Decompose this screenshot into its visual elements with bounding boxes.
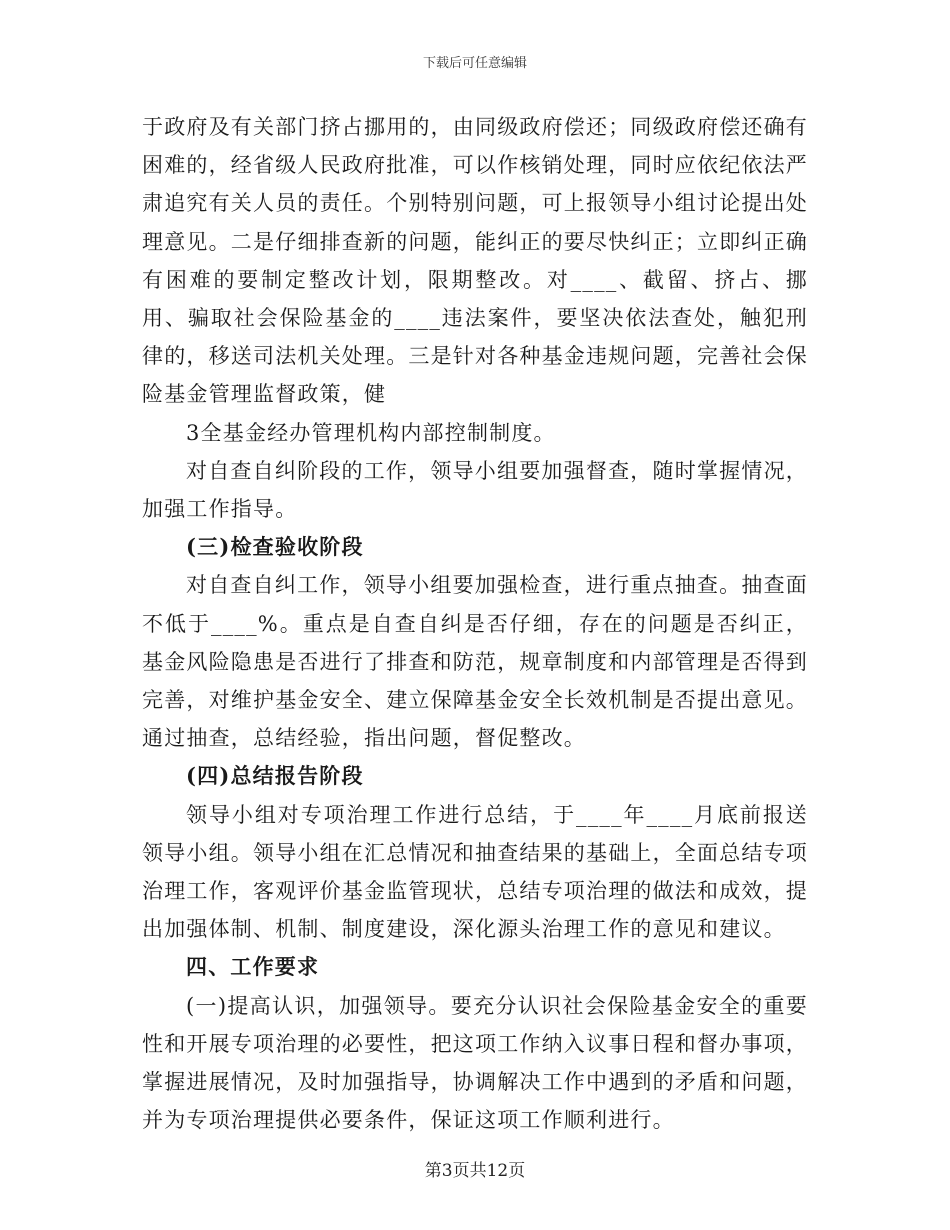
section-heading-summary: (四)总结报告阶段 [186, 763, 364, 789]
page-footer: 第3页共12页 [424, 1161, 526, 1181]
document-body [142, 108, 808, 1139]
paragraph-control-system: 3全基金经办管理机构内部控制制度。 [186, 420, 556, 445]
paragraph-inspection: 对自查自纠工作，领导小组要加强检查，进行重点抽查。抽查面不低于____%。重点是自查自纠是否仔细，存在的问题是否纠正，基金风险隐患是否进行了排查和防范，规章制度和内部管理是否得到完善，对维护基金安全、建立保障基金安全长效机制是否提出意见。通过抽查，总结经验，指出问题，督促整改。 [142, 573, 808, 751]
section-heading-inspection: (三)检查验收阶段 [186, 534, 364, 560]
paragraph-supervision: 对自查自纠阶段的工作，领导小组要加强督查，随时掌握情况，加强工作指导。 [142, 458, 808, 522]
section-heading-requirements: 四、工作要求 [186, 954, 320, 980]
page-header: 下载后可任意编辑 [422, 56, 527, 71]
paragraph-continuation: 于政府及有关部门挤占挪用的，由同级政府偿还；同级政府偿还确有困难的，经省级人民政府批准，可以作核销处理，同时应依纪依法严肃追究有关人员的责任。个别特别问题，可上报领导小组讨论提出处理意见。二是仔细排查新的问题，能纠正的要尽快纠正；立即纠正确有困难的要制定整改计划，限期整改。对____、截留、挤占、挪用、骗取社会保险基金的____违法案件，要坚决依法查处，触犯刑律的，移送司法机关处理。三是针对各种基金违规问题，完善社会保险基金管理监督政策，健 [142, 115, 808, 407]
paragraph-summary: 领导小组对专项治理工作进行总结，于____年____月底前报送领导小组。领导小组在汇总情况和抽查结果的基础上，全面总结专项治理工作，客观评价基金监管现状，总结专项治理的做法和成效，提出加强体制、机制、制度建设，深化源头治理工作的意见和建议。 [142, 802, 808, 942]
paragraph-requirements: (一)提高认识，加强领导。要充分认识社会保险基金安全的重要性和开展专项治理的必要性，把这项工作纳入议事日程和督办事项，掌握进展情况，及时加强指导，协调解决工作中遇到的矛盾和问题，并为专项治理提供必要条件，保证这项工作顺利进行。 [142, 993, 808, 1133]
